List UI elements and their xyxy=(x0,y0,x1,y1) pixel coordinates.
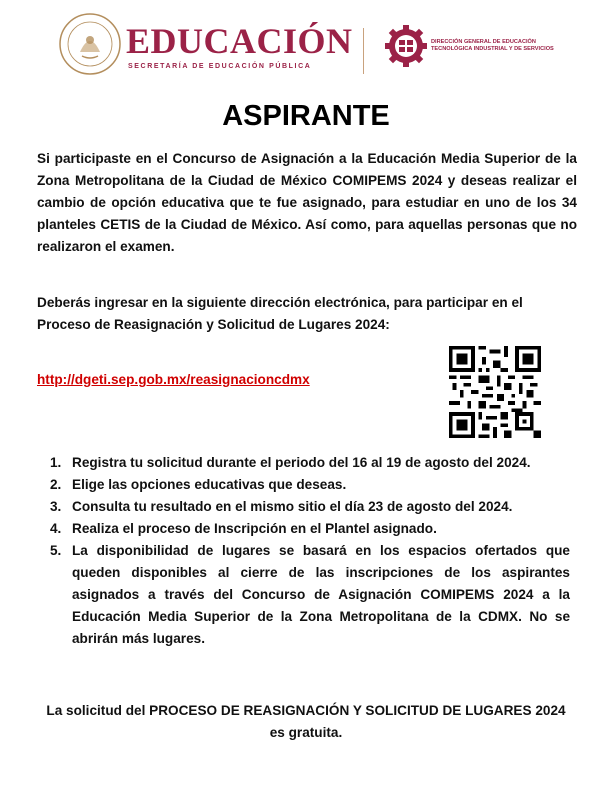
step-item: 4. Realiza el proceso de Inscripción en el Plantel asignado. xyxy=(50,521,437,536)
coat-of-arms-icon xyxy=(58,12,122,76)
qr-code-icon xyxy=(449,346,541,438)
page-title: ASPIRANTE xyxy=(222,100,390,132)
steps-list xyxy=(50,452,570,650)
step-item: 2. Elige las opciones educativas que deseas. xyxy=(50,477,347,492)
dgeti-gear-logo-icon xyxy=(384,24,428,68)
header-divider xyxy=(363,28,364,74)
step-item: 5. La disponibilidad de lugares se basará en los espacios ofertados que queden disponibles al cierre de las inscripciones de los aspirantes asignados a través del Concurso de Asignación COMIPEMS 2024 a la Educación Media Superior de la Zona Metropolitana de la CDMX. No se abrirán más lugares. xyxy=(50,543,570,646)
footer-note: La solicitud del PROCESO DE REASIGNACIÓN Y SOLICITUD DE LUGARES 2024 es gratuita. xyxy=(46,703,566,740)
dgeti-line-2: TECNOLÓGICA INDUSTRIAL Y DE SERVICIOS xyxy=(431,46,554,52)
dgeti-name xyxy=(431,39,554,53)
intro-paragraph: Si participaste en el Concurso de Asignación a la Educación Media Superior de la Zona Metropolitana de la Ciudad de México COMIPEMS 2024 y deseas realizar el cambio de opción educativa que te fue asignado, para estudiar en uno de los 34 planteles CETIS de la Ciudad de México. Así como, para aquellas personas que no realizaron el examen. xyxy=(37,151,577,254)
sep-subtitle: SECRETARÍA DE EDUCACIÓN PÚBLICA xyxy=(128,63,312,70)
education-title: EDUCACIÓN xyxy=(126,21,353,61)
dgeti-line-1: DIRECCIÓN GENERAL DE EDUCACIÓN xyxy=(431,39,536,45)
instruction-paragraph: Deberás ingresar en la siguiente dirección electrónica, para participar en el Proceso de Reasignación y Solicitud de Lugares 2024: xyxy=(37,295,523,332)
registration-link[interactable]: http://dgeti.sep.gob.mx/reasignacioncdmx xyxy=(37,372,310,387)
page-header xyxy=(58,10,568,90)
step-item: 3. Consulta tu resultado en el mismo sitio el día 23 de agosto del 2024. xyxy=(50,499,513,514)
step-item: 1. Registra tu solicitud durante el periodo del 16 al 19 de agosto del 2024. xyxy=(50,455,531,470)
